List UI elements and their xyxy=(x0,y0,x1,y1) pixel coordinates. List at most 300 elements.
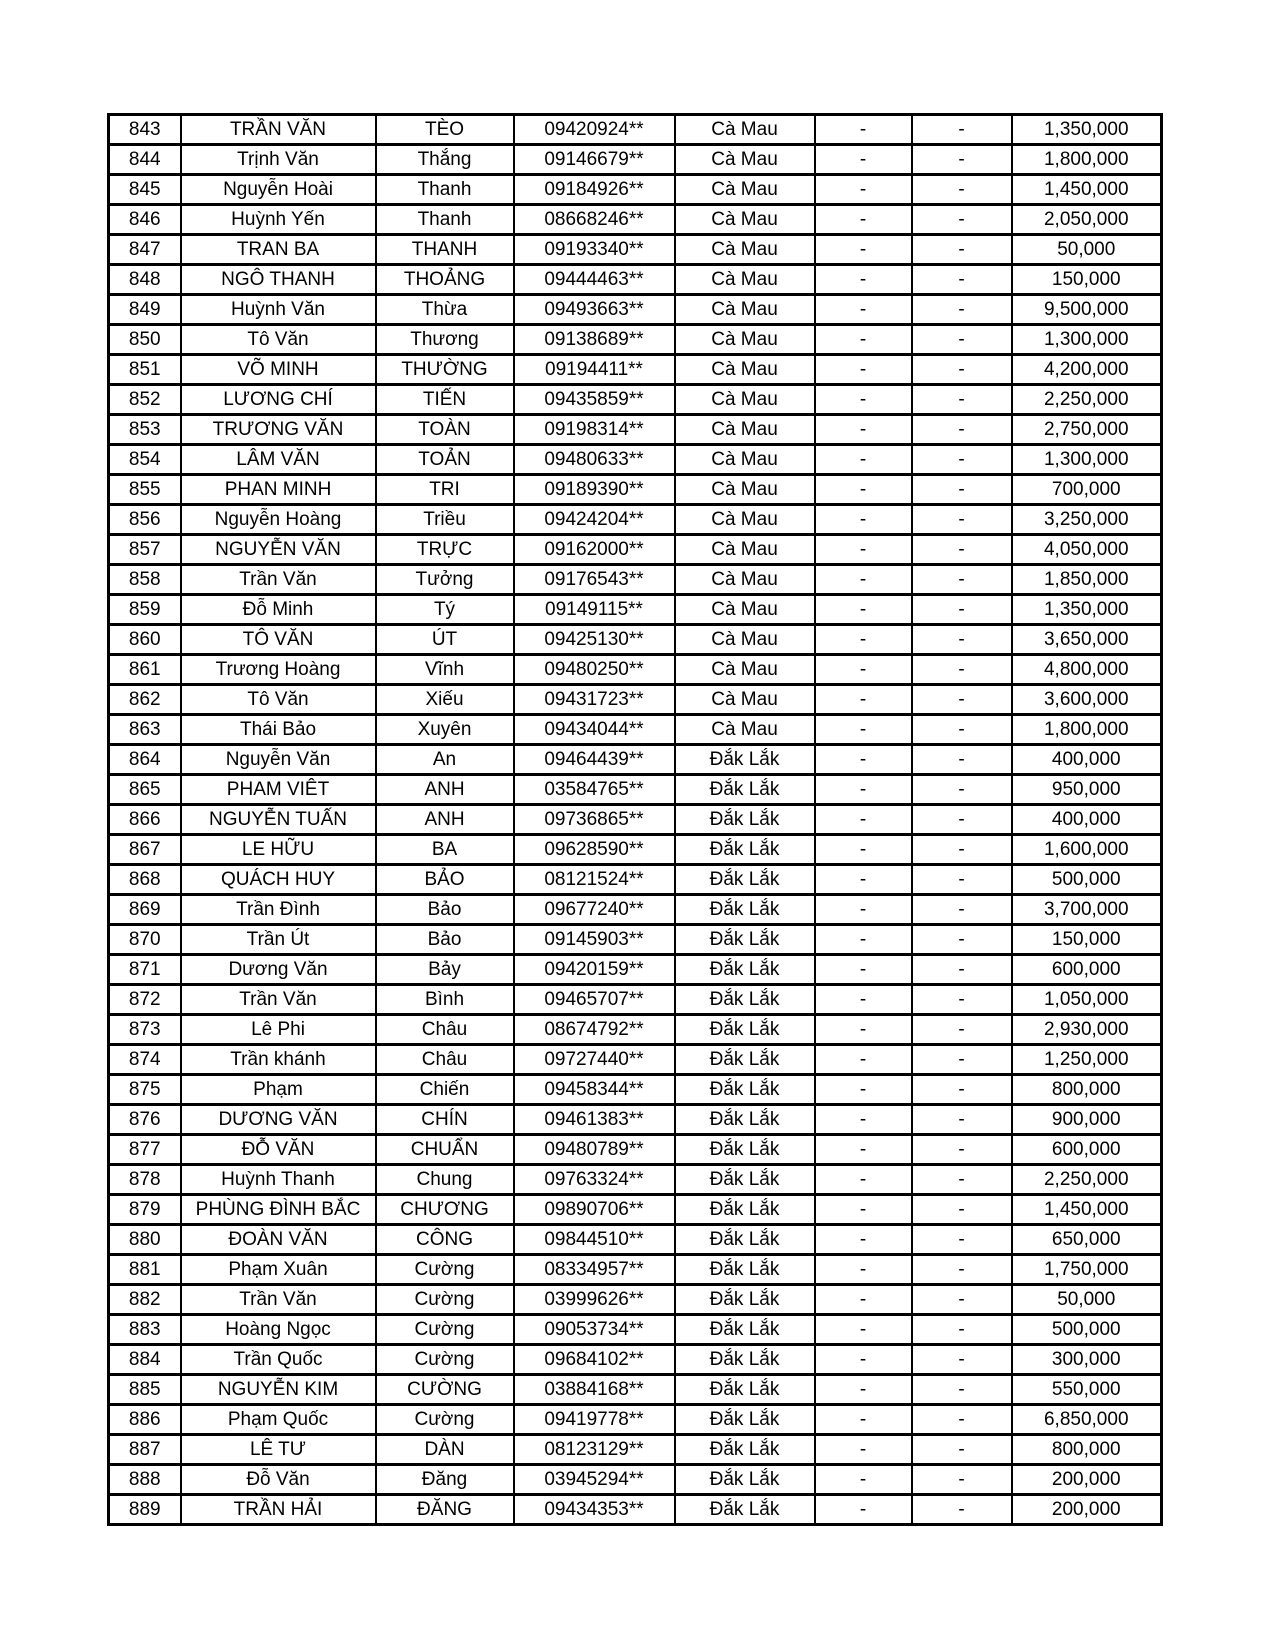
row-number-cell: 889 xyxy=(109,1495,181,1525)
row-number-cell: 881 xyxy=(109,1255,181,1285)
last-name-cell: THƯỜNG xyxy=(376,355,514,385)
row-number-cell: 848 xyxy=(109,265,181,295)
province-cell: Đắk Lắk xyxy=(675,985,815,1015)
amount-cell: 50,000 xyxy=(1012,1285,1162,1315)
blank-cell: - xyxy=(912,775,1012,805)
row-number-cell: 851 xyxy=(109,355,181,385)
first-name-cell: Nguyễn Hoàng xyxy=(181,505,376,535)
first-name-cell: LE HỮU xyxy=(181,835,376,865)
blank-cell: - xyxy=(815,475,912,505)
blank-cell: - xyxy=(912,805,1012,835)
amount-cell: 1,750,000 xyxy=(1012,1255,1162,1285)
amount-cell: 1,450,000 xyxy=(1012,175,1162,205)
phone-cell: 09419778** xyxy=(514,1405,675,1435)
blank-cell: - xyxy=(815,985,912,1015)
phone-cell: 03945294** xyxy=(514,1465,675,1495)
blank-cell: - xyxy=(912,535,1012,565)
last-name-cell: Cường xyxy=(376,1345,514,1375)
blank-cell: - xyxy=(912,205,1012,235)
blank-cell: - xyxy=(912,145,1012,175)
first-name-cell: Đỗ Minh xyxy=(181,595,376,625)
blank-cell: - xyxy=(912,655,1012,685)
amount-cell: 1,250,000 xyxy=(1012,1045,1162,1075)
row-number-cell: 888 xyxy=(109,1465,181,1495)
table-row xyxy=(109,115,1162,145)
first-name-cell: TÔ VĂN xyxy=(181,625,376,655)
amount-cell: 150,000 xyxy=(1012,925,1162,955)
last-name-cell: Bình xyxy=(376,985,514,1015)
table-row xyxy=(109,205,1162,235)
last-name-cell: Bảy xyxy=(376,955,514,985)
row-number-cell: 877 xyxy=(109,1135,181,1165)
amount-cell: 600,000 xyxy=(1012,955,1162,985)
phone-cell: 09458344** xyxy=(514,1075,675,1105)
row-number-cell: 869 xyxy=(109,895,181,925)
last-name-cell: ÚT xyxy=(376,625,514,655)
amount-cell: 2,250,000 xyxy=(1012,1165,1162,1195)
blank-cell: - xyxy=(815,235,912,265)
province-cell: Cà Mau xyxy=(675,265,815,295)
last-name-cell: Thanh xyxy=(376,205,514,235)
blank-cell: - xyxy=(815,1195,912,1225)
phone-cell: 09890706** xyxy=(514,1195,675,1225)
row-number-cell: 880 xyxy=(109,1225,181,1255)
last-name-cell: CÔNG xyxy=(376,1225,514,1255)
amount-cell: 6,850,000 xyxy=(1012,1405,1162,1435)
blank-cell: - xyxy=(912,925,1012,955)
blank-cell: - xyxy=(815,565,912,595)
province-cell: Đắk Lắk xyxy=(675,925,815,955)
phone-cell: 08121524** xyxy=(514,865,675,895)
first-name-cell: VÕ MINH xyxy=(181,355,376,385)
amount-cell: 1,350,000 xyxy=(1012,595,1162,625)
province-cell: Cà Mau xyxy=(675,415,815,445)
province-cell: Cà Mau xyxy=(675,115,815,145)
blank-cell: - xyxy=(912,1405,1012,1435)
blank-cell: - xyxy=(912,685,1012,715)
first-name-cell: NGUYỄN KIM xyxy=(181,1375,376,1405)
blank-cell: - xyxy=(815,1495,912,1525)
blank-cell: - xyxy=(815,1405,912,1435)
table-row xyxy=(109,655,1162,685)
row-number-cell: 866 xyxy=(109,805,181,835)
row-number-cell: 847 xyxy=(109,235,181,265)
province-cell: Cà Mau xyxy=(675,385,815,415)
province-cell: Đắk Lắk xyxy=(675,1345,815,1375)
province-cell: Đắk Lắk xyxy=(675,865,815,895)
amount-cell: 500,000 xyxy=(1012,865,1162,895)
phone-cell: 09727440** xyxy=(514,1045,675,1075)
amount-cell: 9,500,000 xyxy=(1012,295,1162,325)
blank-cell: - xyxy=(912,985,1012,1015)
first-name-cell: NGUYỄN VĂN xyxy=(181,535,376,565)
blank-cell: - xyxy=(912,745,1012,775)
blank-cell: - xyxy=(912,1075,1012,1105)
amount-cell: 3,650,000 xyxy=(1012,625,1162,655)
table-row xyxy=(109,1255,1162,1285)
row-number-cell: 878 xyxy=(109,1165,181,1195)
row-number-cell: 849 xyxy=(109,295,181,325)
blank-cell: - xyxy=(912,1285,1012,1315)
table-row xyxy=(109,295,1162,325)
table-row xyxy=(109,1165,1162,1195)
blank-cell: - xyxy=(815,1255,912,1285)
row-number-cell: 855 xyxy=(109,475,181,505)
amount-cell: 2,050,000 xyxy=(1012,205,1162,235)
province-cell: Cà Mau xyxy=(675,565,815,595)
last-name-cell: BẢO xyxy=(376,865,514,895)
row-number-cell: 868 xyxy=(109,865,181,895)
last-name-cell: TRI xyxy=(376,475,514,505)
row-number-cell: 854 xyxy=(109,445,181,475)
blank-cell: - xyxy=(815,115,912,145)
row-number-cell: 860 xyxy=(109,625,181,655)
phone-cell: 09465707** xyxy=(514,985,675,1015)
phone-cell: 09176543** xyxy=(514,565,675,595)
blank-cell: - xyxy=(912,1165,1012,1195)
last-name-cell: Châu xyxy=(376,1045,514,1075)
blank-cell: - xyxy=(912,445,1012,475)
table-row xyxy=(109,835,1162,865)
amount-cell: 4,800,000 xyxy=(1012,655,1162,685)
phone-cell: 09434044** xyxy=(514,715,675,745)
table-row xyxy=(109,1285,1162,1315)
last-name-cell: CHÍN xyxy=(376,1105,514,1135)
blank-cell: - xyxy=(815,1345,912,1375)
last-name-cell: Cường xyxy=(376,1285,514,1315)
amount-cell: 2,930,000 xyxy=(1012,1015,1162,1045)
blank-cell: - xyxy=(815,895,912,925)
row-number-cell: 885 xyxy=(109,1375,181,1405)
amount-cell: 400,000 xyxy=(1012,745,1162,775)
blank-cell: - xyxy=(815,805,912,835)
table-row xyxy=(109,865,1162,895)
last-name-cell: CƯỜNG xyxy=(376,1375,514,1405)
blank-cell: - xyxy=(815,1285,912,1315)
phone-cell: 09162000** xyxy=(514,535,675,565)
amount-cell: 1,600,000 xyxy=(1012,835,1162,865)
first-name-cell: Phạm xyxy=(181,1075,376,1105)
first-name-cell: LÊ TƯ xyxy=(181,1435,376,1465)
last-name-cell: Chiến xyxy=(376,1075,514,1105)
first-name-cell: PHAN MINH xyxy=(181,475,376,505)
province-cell: Đắk Lắk xyxy=(675,1285,815,1315)
blank-cell: - xyxy=(912,835,1012,865)
last-name-cell: Châu xyxy=(376,1015,514,1045)
blank-cell: - xyxy=(912,595,1012,625)
table-row xyxy=(109,1375,1162,1405)
table-row xyxy=(109,475,1162,505)
blank-cell: - xyxy=(815,445,912,475)
table-row xyxy=(109,805,1162,835)
last-name-cell: Thanh xyxy=(376,175,514,205)
blank-cell: - xyxy=(912,865,1012,895)
amount-cell: 900,000 xyxy=(1012,1105,1162,1135)
province-cell: Đắk Lắk xyxy=(675,1315,815,1345)
row-number-cell: 882 xyxy=(109,1285,181,1315)
blank-cell: - xyxy=(815,1375,912,1405)
phone-cell: 09464439** xyxy=(514,745,675,775)
blank-cell: - xyxy=(815,415,912,445)
blank-cell: - xyxy=(815,535,912,565)
province-cell: Đắk Lắk xyxy=(675,1075,815,1105)
last-name-cell: Cường xyxy=(376,1405,514,1435)
blank-cell: - xyxy=(912,1495,1012,1525)
province-cell: Cà Mau xyxy=(675,625,815,655)
phone-cell: 09138689** xyxy=(514,325,675,355)
table-row xyxy=(109,1045,1162,1075)
phone-cell: 09461383** xyxy=(514,1105,675,1135)
province-cell: Đắk Lắk xyxy=(675,1165,815,1195)
amount-cell: 4,200,000 xyxy=(1012,355,1162,385)
amount-cell: 950,000 xyxy=(1012,775,1162,805)
row-number-cell: 859 xyxy=(109,595,181,625)
blank-cell: - xyxy=(815,145,912,175)
first-name-cell: Nguyễn Văn xyxy=(181,745,376,775)
row-number-cell: 864 xyxy=(109,745,181,775)
amount-cell: 150,000 xyxy=(1012,265,1162,295)
province-cell: Đắk Lắk xyxy=(675,1045,815,1075)
table-row xyxy=(109,1075,1162,1105)
amount-cell: 650,000 xyxy=(1012,1225,1162,1255)
table-row xyxy=(109,325,1162,355)
phone-cell: 08668246** xyxy=(514,205,675,235)
blank-cell: - xyxy=(815,835,912,865)
last-name-cell: An xyxy=(376,745,514,775)
row-number-cell: 873 xyxy=(109,1015,181,1045)
table-row xyxy=(109,595,1162,625)
province-cell: Đắk Lắk xyxy=(675,1195,815,1225)
table-row xyxy=(109,1315,1162,1345)
amount-cell: 50,000 xyxy=(1012,235,1162,265)
table-row xyxy=(109,775,1162,805)
last-name-cell: Tý xyxy=(376,595,514,625)
province-cell: Cà Mau xyxy=(675,475,815,505)
last-name-cell: ĐĂNG xyxy=(376,1495,514,1525)
first-name-cell: LÂM VĂN xyxy=(181,445,376,475)
first-name-cell: Dương Văn xyxy=(181,955,376,985)
first-name-cell: TRƯƠNG VĂN xyxy=(181,415,376,445)
last-name-cell: TOẢN xyxy=(376,445,514,475)
amount-cell: 1,450,000 xyxy=(1012,1195,1162,1225)
first-name-cell: Trần Văn xyxy=(181,565,376,595)
phone-cell: 09189390** xyxy=(514,475,675,505)
amount-cell: 1,800,000 xyxy=(1012,145,1162,175)
table-row xyxy=(109,1345,1162,1375)
row-number-cell: 844 xyxy=(109,145,181,175)
blank-cell: - xyxy=(912,475,1012,505)
phone-cell: 08123129** xyxy=(514,1435,675,1465)
table-row xyxy=(109,745,1162,775)
last-name-cell: DÀN xyxy=(376,1435,514,1465)
amount-cell: 3,700,000 xyxy=(1012,895,1162,925)
last-name-cell: Chung xyxy=(376,1165,514,1195)
blank-cell: - xyxy=(912,1375,1012,1405)
row-number-cell: 852 xyxy=(109,385,181,415)
phone-cell: 09424204** xyxy=(514,505,675,535)
province-cell: Cà Mau xyxy=(675,325,815,355)
table-row xyxy=(109,925,1162,955)
last-name-cell: Đăng xyxy=(376,1465,514,1495)
phone-cell: 09184926** xyxy=(514,175,675,205)
first-name-cell: Tô Văn xyxy=(181,685,376,715)
first-name-cell: Phạm Quốc xyxy=(181,1405,376,1435)
first-name-cell: Trần Quốc xyxy=(181,1345,376,1375)
phone-cell: 09435859** xyxy=(514,385,675,415)
row-number-cell: 858 xyxy=(109,565,181,595)
table-row xyxy=(109,625,1162,655)
first-name-cell: DƯƠNG VĂN xyxy=(181,1105,376,1135)
blank-cell: - xyxy=(912,1465,1012,1495)
last-name-cell: Xuyên xyxy=(376,715,514,745)
phone-cell: 09844510** xyxy=(514,1225,675,1255)
row-number-cell: 886 xyxy=(109,1405,181,1435)
first-name-cell: Trần Văn xyxy=(181,985,376,1015)
province-cell: Cà Mau xyxy=(675,235,815,265)
row-number-cell: 850 xyxy=(109,325,181,355)
blank-cell: - xyxy=(815,625,912,655)
phone-cell: 09198314** xyxy=(514,415,675,445)
amount-cell: 3,250,000 xyxy=(1012,505,1162,535)
table-row xyxy=(109,1225,1162,1255)
amount-cell: 600,000 xyxy=(1012,1135,1162,1165)
phone-cell: 03584765** xyxy=(514,775,675,805)
amount-cell: 200,000 xyxy=(1012,1495,1162,1525)
blank-cell: - xyxy=(815,865,912,895)
last-name-cell: Tưởng xyxy=(376,565,514,595)
phone-cell: 08334957** xyxy=(514,1255,675,1285)
table-row xyxy=(109,1435,1162,1465)
blank-cell: - xyxy=(815,355,912,385)
table-row xyxy=(109,355,1162,385)
last-name-cell: Thương xyxy=(376,325,514,355)
province-cell: Đắk Lắk xyxy=(675,895,815,925)
last-name-cell: TRỰC xyxy=(376,535,514,565)
first-name-cell: Thái Bảo xyxy=(181,715,376,745)
table-body xyxy=(109,115,1162,1525)
blank-cell: - xyxy=(815,595,912,625)
amount-cell: 1,350,000 xyxy=(1012,115,1162,145)
blank-cell: - xyxy=(815,1105,912,1135)
blank-cell: - xyxy=(815,1015,912,1045)
first-name-cell: Trần Đình xyxy=(181,895,376,925)
blank-cell: - xyxy=(815,685,912,715)
last-name-cell: Cường xyxy=(376,1315,514,1345)
row-number-cell: 875 xyxy=(109,1075,181,1105)
province-cell: Đắk Lắk xyxy=(675,1405,815,1435)
table-row xyxy=(109,1195,1162,1225)
amount-cell: 1,800,000 xyxy=(1012,715,1162,745)
province-cell: Đắk Lắk xyxy=(675,1495,815,1525)
first-name-cell: NGÔ THANH xyxy=(181,265,376,295)
phone-cell: 09480789** xyxy=(514,1135,675,1165)
amount-cell: 800,000 xyxy=(1012,1075,1162,1105)
row-number-cell: 862 xyxy=(109,685,181,715)
last-name-cell: BA xyxy=(376,835,514,865)
amount-cell: 1,050,000 xyxy=(1012,985,1162,1015)
row-number-cell: 863 xyxy=(109,715,181,745)
province-cell: Đắk Lắk xyxy=(675,1255,815,1285)
amount-cell: 300,000 xyxy=(1012,1345,1162,1375)
blank-cell: - xyxy=(815,295,912,325)
last-name-cell: THANH xyxy=(376,235,514,265)
row-number-cell: 884 xyxy=(109,1345,181,1375)
row-number-cell: 865 xyxy=(109,775,181,805)
phone-cell: 09149115** xyxy=(514,595,675,625)
amount-cell: 500,000 xyxy=(1012,1315,1162,1345)
province-cell: Cà Mau xyxy=(675,505,815,535)
first-name-cell: Trần Văn xyxy=(181,1285,376,1315)
blank-cell: - xyxy=(815,175,912,205)
first-name-cell: Đỗ Văn xyxy=(181,1465,376,1495)
blank-cell: - xyxy=(912,115,1012,145)
first-name-cell: Huỳnh Văn xyxy=(181,295,376,325)
row-number-cell: 876 xyxy=(109,1105,181,1135)
province-cell: Đắk Lắk xyxy=(675,1375,815,1405)
phone-cell: 03884168** xyxy=(514,1375,675,1405)
blank-cell: - xyxy=(912,565,1012,595)
last-name-cell: Triều xyxy=(376,505,514,535)
blank-cell: - xyxy=(912,355,1012,385)
first-name-cell: PHÙNG ĐÌNH BẮC xyxy=(181,1195,376,1225)
province-cell: Đắk Lắk xyxy=(675,955,815,985)
row-number-cell: 856 xyxy=(109,505,181,535)
phone-cell: 09425130** xyxy=(514,625,675,655)
table-row xyxy=(109,1105,1162,1135)
province-cell: Cà Mau xyxy=(675,295,815,325)
row-number-cell: 870 xyxy=(109,925,181,955)
payment-list-table xyxy=(107,113,1163,1526)
phone-cell: 09145903** xyxy=(514,925,675,955)
blank-cell: - xyxy=(815,775,912,805)
amount-cell: 200,000 xyxy=(1012,1465,1162,1495)
first-name-cell: PHAM VIÊT xyxy=(181,775,376,805)
blank-cell: - xyxy=(815,505,912,535)
phone-cell: 09480633** xyxy=(514,445,675,475)
blank-cell: - xyxy=(815,1315,912,1345)
table-row xyxy=(109,445,1162,475)
blank-cell: - xyxy=(815,325,912,355)
blank-cell: - xyxy=(912,1045,1012,1075)
province-cell: Cà Mau xyxy=(675,145,815,175)
province-cell: Đắk Lắk xyxy=(675,745,815,775)
phone-cell: 09763324** xyxy=(514,1165,675,1195)
table-row xyxy=(109,565,1162,595)
province-cell: Đắk Lắk xyxy=(675,835,815,865)
phone-cell: 09480250** xyxy=(514,655,675,685)
first-name-cell: Trương Hoàng xyxy=(181,655,376,685)
table-row xyxy=(109,265,1162,295)
blank-cell: - xyxy=(912,715,1012,745)
table-row xyxy=(109,235,1162,265)
row-number-cell: 843 xyxy=(109,115,181,145)
first-name-cell: Hoàng Ngọc xyxy=(181,1315,376,1345)
table-row xyxy=(109,505,1162,535)
province-cell: Cà Mau xyxy=(675,175,815,205)
province-cell: Cà Mau xyxy=(675,595,815,625)
phone-cell: 09420924** xyxy=(514,115,675,145)
blank-cell: - xyxy=(912,385,1012,415)
blank-cell: - xyxy=(912,175,1012,205)
first-name-cell: Trần khánh xyxy=(181,1045,376,1075)
phone-cell: 09420159** xyxy=(514,955,675,985)
row-number-cell: 846 xyxy=(109,205,181,235)
phone-cell: 03999626** xyxy=(514,1285,675,1315)
first-name-cell: NGUYỄN TUẤN xyxy=(181,805,376,835)
table-row xyxy=(109,715,1162,745)
province-cell: Cà Mau xyxy=(675,205,815,235)
row-number-cell: 879 xyxy=(109,1195,181,1225)
